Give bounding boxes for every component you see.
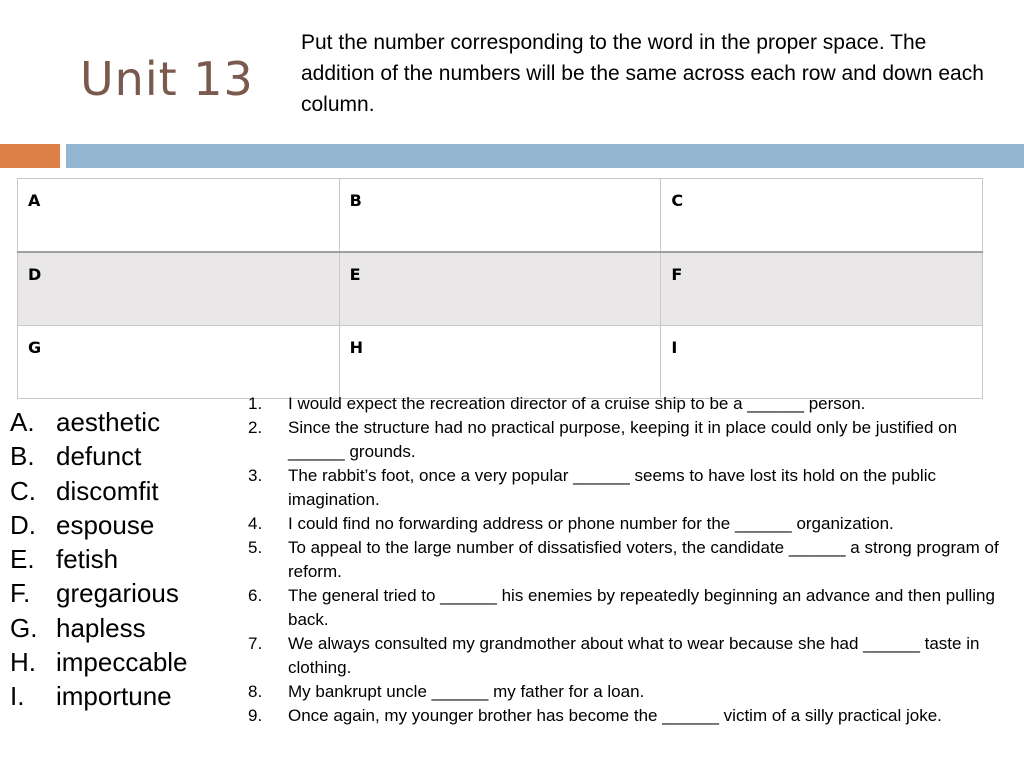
accent-bar-blue (66, 144, 1024, 168)
grid-row (18, 252, 983, 326)
sentence-number: 9. (248, 706, 263, 725)
word-text: discomfit (56, 475, 159, 506)
sentence-item (248, 392, 1018, 416)
word-letter: G. (10, 612, 38, 643)
word-letter: F. (10, 578, 31, 609)
grid-cell-d[interactable]: D (18, 252, 340, 326)
word-list-item (10, 542, 188, 576)
grid-cell-a[interactable]: A (18, 179, 340, 253)
word-text: importune (56, 681, 172, 712)
magic-square-grid (17, 178, 983, 399)
word-letter: D. (10, 509, 36, 540)
word-list-item (10, 474, 188, 508)
sentence-text: Once again, my younger brother has become the ______ victim of a silly practical joke. (288, 706, 942, 725)
word-text: gregarious (56, 578, 179, 609)
grid-row (18, 179, 983, 253)
word-list-item (10, 405, 188, 439)
word-letter: H. (10, 647, 36, 678)
word-text: aesthetic (56, 407, 161, 437)
sentence-item (248, 680, 1018, 704)
sentence-number: 2. (248, 418, 263, 437)
word-list-item (10, 439, 188, 473)
grid-cell-g[interactable]: G (18, 326, 340, 399)
sentence-number: 1. (248, 394, 263, 413)
sentence-item (248, 464, 1018, 512)
sentence-text: To appeal to the large number of dissatisfied voters, the candidate ______ a strong program of reform. (288, 538, 999, 581)
word-text: defunct (56, 441, 142, 472)
grid-cell-i[interactable]: I (661, 326, 983, 399)
word-letter: C. (10, 475, 36, 506)
sentence-text: Since the structure had no practical purpose, keeping it in place could only be justified on ______ grounds. (288, 418, 958, 461)
grid-cell-e[interactable]: E (339, 252, 661, 326)
sentence-text: The general tried to ______ his enemies by repeatedly beginning an advance and then pulling back. (288, 586, 995, 629)
sentence-number: 3. (248, 466, 263, 485)
accent-bar-orange (0, 144, 60, 168)
word-list-item (10, 508, 188, 542)
sentence-number: 6. (248, 586, 263, 605)
sentence-text: I would expect the recreation director of a cruise ship to be a ______ person. (288, 394, 866, 413)
grid-cell-b[interactable]: B (339, 179, 661, 253)
word-text: hapless (56, 612, 146, 643)
grid-cell-f[interactable]: F (661, 252, 983, 326)
sentence-number: 8. (248, 682, 263, 701)
word-text: espouse (56, 509, 155, 540)
sentence-number: 4. (248, 514, 263, 533)
instructions-text: Put the number corresponding to the word in the proper space. The addition of the numbers will be the same across each row and down each column. (301, 31, 984, 116)
sentence-number: 5. (248, 538, 263, 557)
sentence-text: I could find no forwarding address or phone number for the ______ organization. (288, 514, 894, 533)
word-list-item (10, 679, 188, 713)
sentence-item (248, 536, 1018, 584)
word-text: fetish (56, 544, 119, 575)
word-list-item (10, 611, 188, 645)
page-title: Unit 13 (80, 52, 254, 106)
grid-row (18, 326, 983, 399)
word-text: impeccable (56, 647, 188, 678)
sentence-item (248, 512, 1018, 536)
word-list-item (10, 645, 188, 679)
word-letter: I. (10, 681, 25, 712)
sentence-item (248, 584, 1018, 632)
sentence-list (248, 392, 1018, 728)
grid-cell-h[interactable]: H (339, 326, 661, 399)
sentence-item (248, 704, 1018, 728)
word-letter: B. (10, 441, 35, 472)
word-letter: E. (10, 544, 35, 575)
word-list (10, 405, 188, 714)
sentence-number: 7. (248, 634, 263, 653)
word-list-item (10, 576, 188, 610)
word-letter: A. (10, 407, 35, 437)
grid-cell-c[interactable]: C (661, 179, 983, 253)
sentence-text: The rabbit’s foot, once a very popular ______ seems to have lost its hold on the public imagination. (288, 466, 936, 509)
sentence-text: We always consulted my grandmother about what to wear because she had ______ taste in clothing. (288, 634, 980, 677)
sentence-item (248, 416, 1018, 464)
sentence-text: My bankrupt uncle ______ my father for a loan. (288, 682, 645, 701)
sentence-item (248, 632, 1018, 680)
